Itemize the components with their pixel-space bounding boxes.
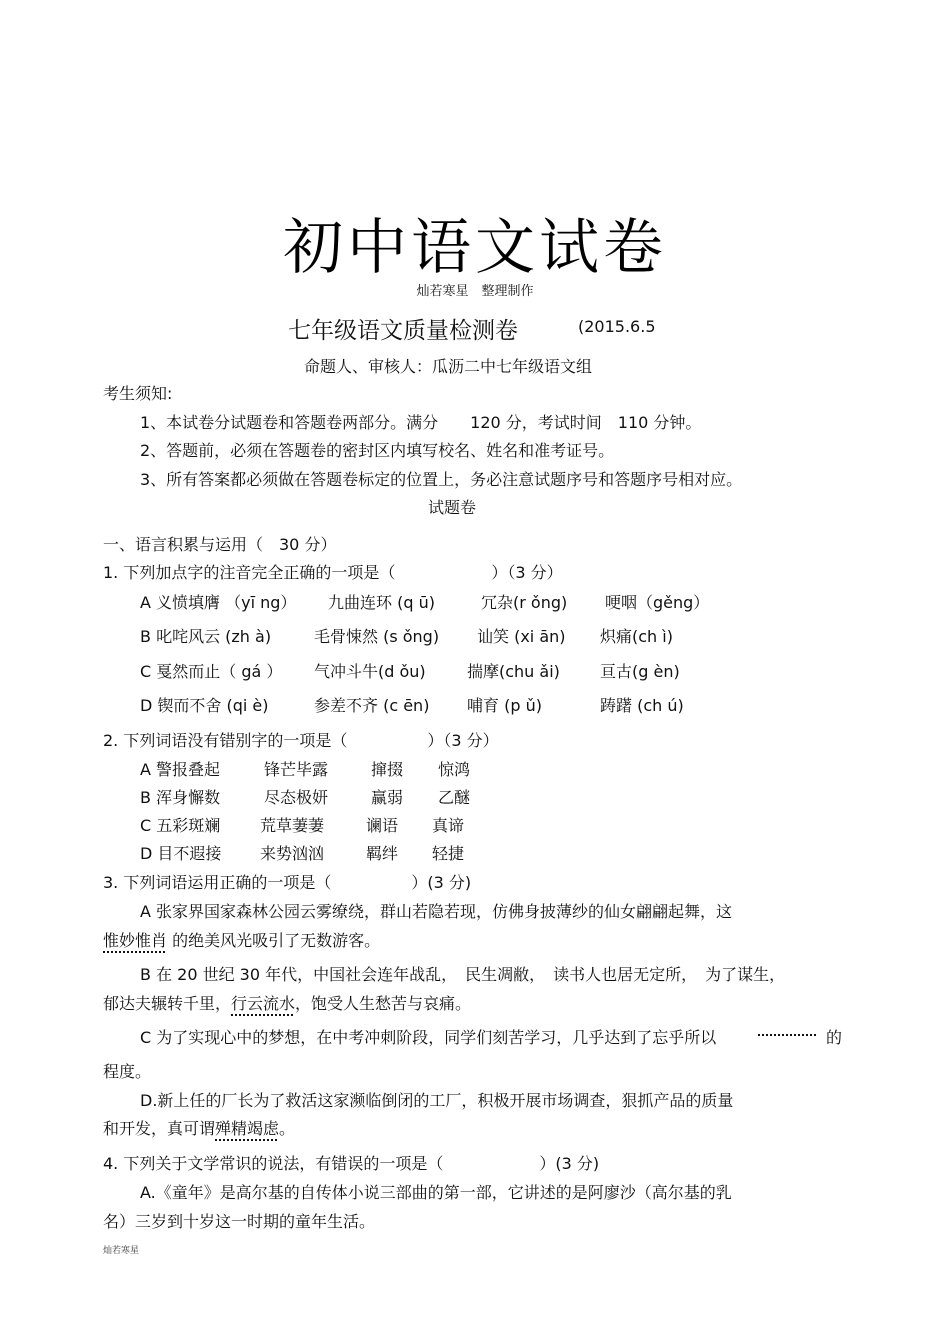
q2-option-b-3: 赢弱 — [371, 788, 404, 807]
exam-date: (2015.6.5 — [578, 317, 656, 336]
q2-option-a-4: 惊鸿 — [438, 760, 471, 779]
q1-option-b-1: B 叱咤风云 (zh à) — [140, 627, 272, 646]
question-1-stem: 1. 下列加点字的注音完全正确的一项是（ ）（3 分） — [103, 563, 563, 582]
page-title: 初中语文试卷 — [283, 213, 667, 283]
q1-option-c-4: 亘古(g èn) — [600, 662, 680, 681]
dotted-blank — [758, 1034, 816, 1036]
notice-item: 3、所有答案都必须做在答题卷标定的位置上，务必注意试题序号和答题序号相对应。 — [140, 470, 743, 489]
q2-option-b-2: 尽态极妍 — [264, 788, 329, 807]
dotted-phrase: 惟妙惟肖 — [103, 931, 168, 950]
notice-label: 考生须知: — [103, 384, 173, 403]
page-footer: 灿若寒星 — [103, 1246, 140, 1256]
question-2-stem: 2. 下列词语没有错别字的一项是（ ）（3 分） — [103, 731, 499, 750]
q1-option-b-2: 毛骨悚然 (s ǒng) — [314, 627, 440, 646]
question-3-stem: 3. 下列词语运用正确的一项是（ ）(3 分) — [103, 873, 472, 892]
text-run: 郁达夫辗转千里， — [103, 994, 232, 1013]
author-line: 命题人、审核人：瓜沥二中七年级语文组 — [304, 357, 593, 376]
q3-option-a-line1: A 张家界国家森林公园云雾缭绕，群山若隐若现，仿佛身披薄纱的仙女翩翩起舞，这 — [140, 902, 733, 921]
q3-option-b-line1: B 在 20 世纪 30 年代，中国社会连年战乱， 民生凋敝， 读书人也居无定所， 为了谋生， — [140, 965, 786, 984]
q2-option-b-1: B 浑身懈数 — [140, 788, 221, 807]
q3-option-d-line2 — [103, 1116, 295, 1139]
part-heading: 一、语言积累与运用（ 30 分） — [103, 535, 337, 554]
q1-option-d-3: 哺育 (p ǔ) — [467, 696, 542, 715]
question-4-stem: 4. 下列关于文学常识的说法，有错误的一项是（ ）(3 分) — [103, 1154, 600, 1173]
q3-option-d-line1: D.新上任的厂长为了救活这家濒临倒闭的工厂，积极开展市场调查，狠抓产品的质量 — [140, 1091, 734, 1110]
q3-option-c-line1: C 为了实现心中的梦想，在中考冲刺阶段，同学们刻苦学习，几乎达到了忘乎所以 — [140, 1028, 717, 1047]
q2-option-a-3: 撺掇 — [371, 760, 404, 779]
q4-option-a-line2: 名）三岁到十岁这一时期的童年生活。 — [103, 1212, 376, 1231]
text-run: ，饱受人生愁苦与哀痛。 — [295, 994, 472, 1013]
q2-option-c-1: C 五彩斑斓 — [140, 816, 221, 835]
dotted-phrase: 行云流水 — [231, 994, 296, 1013]
q1-option-a-2: 九曲连环 (q ū) — [328, 593, 435, 612]
q1-option-c-1: C 戛然而止（ gá ） — [140, 662, 283, 681]
q1-option-d-1: D 锲而不舍 (qi è) — [140, 696, 269, 715]
q1-option-d-2: 参差不齐 (c ēn) — [314, 696, 430, 715]
q2-option-d-2: 来势汹汹 — [260, 844, 325, 863]
producer-line: 灿若寒星 整理制作 — [416, 284, 534, 299]
q2-option-c-4: 真谛 — [432, 816, 465, 835]
dotted-phrase: 殚精竭虑 — [215, 1119, 280, 1138]
q3-option-b-line2 — [103, 991, 471, 1014]
q1-option-a-3: 冗杂(r ǒng) — [481, 593, 568, 612]
q2-option-c-2: 荒草萋萋 — [260, 816, 325, 835]
q2-option-a-2: 锋芒毕露 — [264, 760, 329, 779]
q1-option-c-3: 揣摩(chu ǎi) — [467, 662, 560, 681]
notice-item: 1、本试卷分试题卷和答题卷两部分。满分 120 分，考试时间 110 分钟。 — [140, 413, 702, 432]
text-run: 的绝美风光吸引了无数游客。 — [172, 931, 381, 950]
exam-title: 七年级语文质量检测卷 — [288, 318, 518, 344]
q1-option-b-3: 讪笑 (xi ān) — [477, 627, 566, 646]
q2-option-d-3: 羁绊 — [366, 844, 399, 863]
q1-option-b-4: 炽痛(ch ì) — [600, 627, 673, 646]
q3-option-c-end: 的 — [826, 1028, 843, 1047]
q2-option-d-1: D 目不遐接 — [140, 844, 222, 863]
q2-option-b-4: 乙醚 — [438, 788, 471, 807]
q1-option-a-1: A 义愤填膺 （yī ng） — [140, 593, 297, 612]
q1-option-d-4: 踌躇 (ch ú) — [600, 696, 684, 715]
text-run: 。 — [279, 1119, 296, 1138]
q1-option-c-2: 气冲斗牛(d ǒu) — [314, 662, 426, 681]
q4-option-a-line1: A.《童年》是高尔基的自传体小说三部曲的第一部，它讲述的是阿廖沙（高尔基的乳 — [140, 1183, 732, 1202]
section-label: 试题卷 — [428, 498, 477, 517]
q2-option-a-1: A 警报叠起 — [140, 760, 221, 779]
text-run: 和开发，真可谓 — [103, 1119, 216, 1138]
notice-item: 2、答题前，必须在答题卷的密封区内填写校名、姓名和准考证号。 — [140, 441, 615, 460]
q2-option-c-3: 谰语 — [366, 816, 399, 835]
q3-option-a-line2 — [103, 928, 380, 951]
q2-option-d-4: 轻捷 — [432, 844, 465, 863]
q3-option-c-line2: 程度。 — [103, 1062, 152, 1081]
q1-option-a-4: 哽咽（gěng） — [605, 593, 710, 612]
